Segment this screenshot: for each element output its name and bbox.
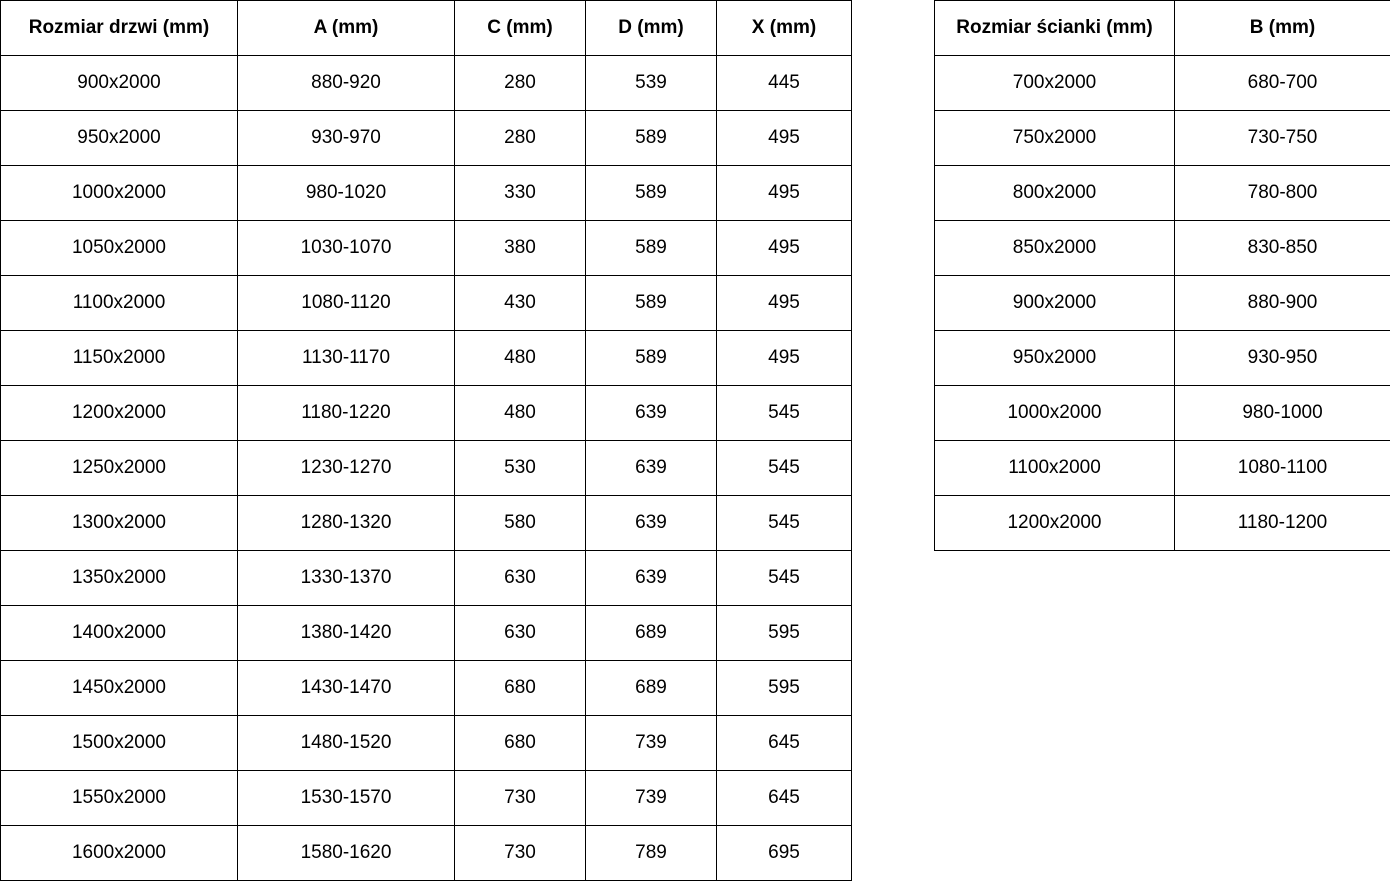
table-cell: 1530-1570 [238, 771, 455, 826]
table-cell: 589 [586, 111, 717, 166]
table-cell: 1080-1120 [238, 276, 455, 331]
table-cell: 1080-1100 [1175, 441, 1390, 496]
table-cell: 539 [586, 56, 717, 111]
table-row [1, 551, 852, 606]
table-row [1, 496, 852, 551]
table-cell: 700x2000 [935, 56, 1175, 111]
table-cell: 480 [455, 386, 586, 441]
table-cell: 800x2000 [935, 166, 1175, 221]
table-cell: 330 [455, 166, 586, 221]
table-row [1, 716, 852, 771]
table-cell: 1200x2000 [1, 386, 238, 441]
table-cell: 1430-1470 [238, 661, 455, 716]
table-cell: 1580-1620 [238, 826, 455, 881]
column-header-c: C (mm) [455, 1, 586, 56]
table-cell: 1300x2000 [1, 496, 238, 551]
table-cell: 780-800 [1175, 166, 1390, 221]
table-cell: 480 [455, 331, 586, 386]
table-cell: 880-900 [1175, 276, 1390, 331]
table-row [1, 661, 852, 716]
table-row [935, 496, 1390, 551]
table-cell: 645 [717, 771, 852, 826]
table-cell: 545 [717, 496, 852, 551]
table-row [935, 386, 1390, 441]
table-cell: 589 [586, 166, 717, 221]
table-row [1, 166, 852, 221]
table-cell: 280 [455, 111, 586, 166]
table-row [1, 111, 852, 166]
table-row [935, 56, 1390, 111]
table-cell: 980-1020 [238, 166, 455, 221]
table-cell: 739 [586, 716, 717, 771]
table-cell: 750x2000 [935, 111, 1175, 166]
table-cell: 545 [717, 551, 852, 606]
table-cell: 1030-1070 [238, 221, 455, 276]
table-cell: 930-950 [1175, 331, 1390, 386]
table-cell: 1480-1520 [238, 716, 455, 771]
table-row [1, 386, 852, 441]
table-cell: 380 [455, 221, 586, 276]
table-cell: 730 [455, 771, 586, 826]
table-row [1, 826, 852, 881]
column-header-a: A (mm) [238, 1, 455, 56]
table-row [1, 331, 852, 386]
table-cell: 1100x2000 [1, 276, 238, 331]
table-row [1, 221, 852, 276]
table-cell: 1380-1420 [238, 606, 455, 661]
table-cell: 645 [717, 716, 852, 771]
table-cell: 495 [717, 221, 852, 276]
wall-size-table-body [935, 56, 1390, 551]
table-cell: 430 [455, 276, 586, 331]
table-cell: 530 [455, 441, 586, 496]
table-cell: 680 [455, 661, 586, 716]
table-cell: 930-970 [238, 111, 455, 166]
table-row [1, 606, 852, 661]
table-cell: 595 [717, 606, 852, 661]
table-cell: 1230-1270 [238, 441, 455, 496]
wall-size-table [934, 0, 1390, 551]
table-cell: 689 [586, 606, 717, 661]
table-cell: 1180-1200 [1175, 496, 1390, 551]
table-cell: 1000x2000 [1, 166, 238, 221]
table-cell: 630 [455, 551, 586, 606]
table-cell: 900x2000 [935, 276, 1175, 331]
table-header-row [1, 1, 852, 56]
table-cell: 1280-1320 [238, 496, 455, 551]
table-header-row [935, 1, 1390, 56]
table-cell: 730 [455, 826, 586, 881]
table-cell: 580 [455, 496, 586, 551]
table-cell: 589 [586, 221, 717, 276]
table-cell: 680 [455, 716, 586, 771]
column-header-door-size: Rozmiar drzwi (mm) [1, 1, 238, 56]
table-cell: 1200x2000 [935, 496, 1175, 551]
table-cell: 1050x2000 [1, 221, 238, 276]
table-row [1, 771, 852, 826]
table-cell: 545 [717, 441, 852, 496]
table-cell: 1180-1220 [238, 386, 455, 441]
door-size-table-head [1, 1, 852, 56]
table-cell: 730-750 [1175, 111, 1390, 166]
table-cell: 1130-1170 [238, 331, 455, 386]
table-cell: 1250x2000 [1, 441, 238, 496]
wall-size-table-head [935, 1, 1390, 56]
table-cell: 280 [455, 56, 586, 111]
table-cell: 639 [586, 386, 717, 441]
table-cell: 830-850 [1175, 221, 1390, 276]
door-size-table-body [1, 56, 852, 881]
table-cell: 595 [717, 661, 852, 716]
column-header-d: D (mm) [586, 1, 717, 56]
table-cell: 630 [455, 606, 586, 661]
table-cell: 639 [586, 441, 717, 496]
table-cell: 695 [717, 826, 852, 881]
table-cell: 1450x2000 [1, 661, 238, 716]
table-cell: 1100x2000 [935, 441, 1175, 496]
table-row [935, 331, 1390, 386]
table-cell: 1000x2000 [935, 386, 1175, 441]
table-cell: 1500x2000 [1, 716, 238, 771]
table-cell: 789 [586, 826, 717, 881]
table-cell: 589 [586, 276, 717, 331]
table-cell: 639 [586, 496, 717, 551]
table-cell: 1150x2000 [1, 331, 238, 386]
table-cell: 1550x2000 [1, 771, 238, 826]
table-cell: 1330-1370 [238, 551, 455, 606]
table-cell: 950x2000 [935, 331, 1175, 386]
column-header-x: X (mm) [717, 1, 852, 56]
table-cell: 495 [717, 331, 852, 386]
table-cell: 900x2000 [1, 56, 238, 111]
table-row [1, 56, 852, 111]
table-row [935, 166, 1390, 221]
table-cell: 495 [717, 111, 852, 166]
table-cell: 495 [717, 166, 852, 221]
table-row [935, 221, 1390, 276]
table-cell: 950x2000 [1, 111, 238, 166]
table-row [1, 441, 852, 496]
table-cell: 495 [717, 276, 852, 331]
table-row [935, 111, 1390, 166]
table-cell: 980-1000 [1175, 386, 1390, 441]
table-cell: 689 [586, 661, 717, 716]
table-row [1, 276, 852, 331]
table-cell: 445 [717, 56, 852, 111]
table-cell: 1350x2000 [1, 551, 238, 606]
table-row [935, 441, 1390, 496]
table-cell: 680-700 [1175, 56, 1390, 111]
table-cell: 1400x2000 [1, 606, 238, 661]
table-cell: 739 [586, 771, 717, 826]
table-cell: 850x2000 [935, 221, 1175, 276]
table-row [935, 276, 1390, 331]
table-cell: 1600x2000 [1, 826, 238, 881]
table-cell: 639 [586, 551, 717, 606]
table-cell: 880-920 [238, 56, 455, 111]
column-header-wall-size: Rozmiar ścianki (mm) [935, 1, 1175, 56]
table-cell: 589 [586, 331, 717, 386]
column-header-b: B (mm) [1175, 1, 1390, 56]
table-cell: 545 [717, 386, 852, 441]
